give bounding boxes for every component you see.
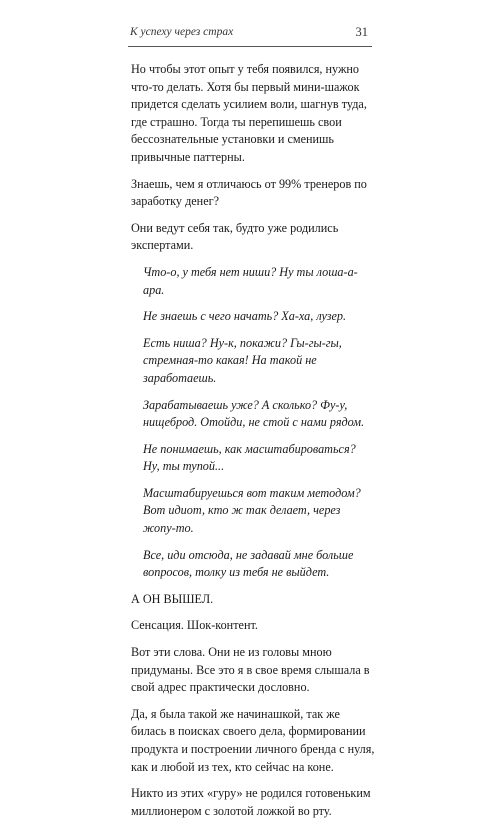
quote-line: Есть ниша? Ну-к, покажи? Гы-гы-гы, стремная-то какая! На такой не заработаешь. bbox=[143, 335, 342, 385]
page-number: 31 bbox=[355, 25, 368, 39]
running-title: К успеху через страх bbox=[130, 26, 234, 38]
section-line: А ОН ВЫШЕЛ. bbox=[131, 591, 214, 606]
paragraph: Но чтобы этот опыт у тебя появился, нужно что-то делать. Хотя бы первый мини-шажок придется сделать усилием воли, шагнув туда, где страшно. Тогда ты перепишешь свои бессознательные установки и сменишь привычные паттерны. bbox=[131, 62, 367, 164]
running-header bbox=[128, 24, 372, 47]
quote-line: Масштабируешься вот таким методом? Вот идиот, кто ж так делает, через жопу-то. bbox=[143, 485, 361, 536]
paragraph: Они ведут себя так, будто уже родились экспертами. bbox=[131, 220, 339, 253]
quote-line: Что-о, у тебя нет ниши? Ну ты лоша-а-ара. bbox=[143, 264, 358, 297]
paragraph: Знаешь, чем я отличаюсь от 99% тренеров по заработку денег? bbox=[131, 176, 367, 209]
quote-line: Все, иди отсюда, не задавай мне больше вопросов, толку из тебя не выйдет. bbox=[143, 547, 354, 580]
paragraph: Сенсация. Шок-контент. bbox=[131, 618, 258, 633]
paragraph: Да, я была такой же начинашкой, так же билась в поисках своего дела, формировании продукта и построении личного бренда с нуля, как и любой из тех, кто сейчас на коне. bbox=[131, 706, 375, 774]
paragraph: Никто из этих «гуру» не родился готовеньким миллионером с золотой ложкой во рту. bbox=[131, 786, 371, 818]
quote-line: Не понимаешь, как масштабироваться? Ну, ты тупой... bbox=[143, 441, 356, 474]
body-text bbox=[131, 61, 375, 829]
quote-line: Не знаешь с чего начать? Ха-ха, лузер. bbox=[143, 309, 347, 324]
quote-line: Зарабатываешь уже? А сколько? Фу-у, нищеброд. Отойди, не стой с нами рядом. bbox=[143, 397, 365, 430]
paragraph: Вот эти слова. Они не из головы мною придуманы. Все это я в свое время слышала в свой адрес практически дословно. bbox=[131, 645, 370, 695]
